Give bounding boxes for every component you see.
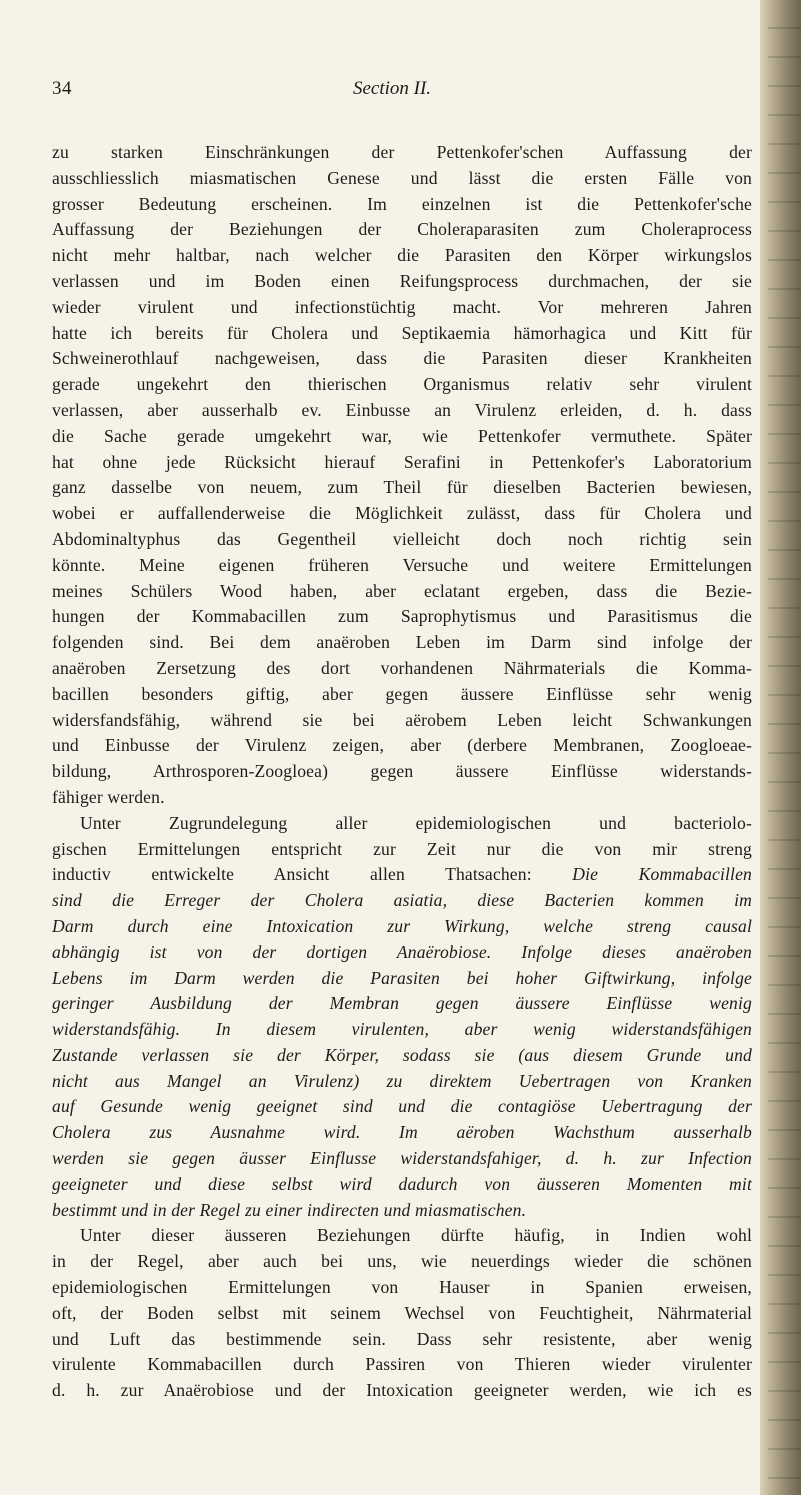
text-line: Auffassung der Beziehungen der Choleraparasiten zum Choleraprocess — [52, 219, 752, 240]
text-line: Unter dieser äusseren Beziehungen dürfte häufig, in Indien wohl — [80, 1225, 752, 1246]
text-line: bacillen besonders giftig, aber gegen äussere Einflüsse sehr wenig — [52, 683, 752, 704]
text-line: widersfandsfähig, während sie bei aërobem Leben leicht Schwankungen — [52, 709, 752, 730]
text-line: gischen Ermittelungen entspricht zur Zeit nur die von mir streng — [52, 838, 752, 859]
text-line: Unter Zugrundelegung aller epidemiologischen und bacteriolo- — [80, 812, 752, 833]
adjacent-page-edge — [768, 0, 801, 1495]
text-line: werden sie gegen äusser Einflusse widerstandsfahiger, d. h. zur Infection — [52, 1148, 752, 1169]
text-line: auf Gesunde wenig geeignet sind und die contagiöse Uebertragung der — [52, 1096, 752, 1117]
text-line: verlassen und im Boden einen Reifungsprocess durchmachen, der sie — [52, 270, 752, 291]
text-line: bestimmt und in der Regel zu einer indirecten und miasmatischen. — [52, 1199, 527, 1220]
text-line: könnte. Meine eigenen früheren Versuche und weitere Ermittelungen — [52, 554, 752, 575]
text-line: wobei er auffallenderweise die Möglichkeit zulässt, dass für Cholera und — [52, 503, 752, 524]
text-line: in der Regel, aber auch bei uns, wie neuerdings wieder die schönen — [52, 1251, 752, 1272]
text-line: gerade ungekehrt den thierischen Organismus relativ sehr virulent — [52, 374, 752, 395]
text-line: Abdominaltyphus das Gegentheil vielleicht doch noch richtig sein — [52, 528, 752, 549]
text-line: ausschliesslich miasmatischen Genese und lässt die ersten Fälle von — [52, 167, 752, 188]
text-line: zu starken Einschränkungen der Pettenkofer'schen Auffassung der — [52, 142, 752, 162]
text-line: hatte ich bereits für Cholera und Septikaemia hämorhagica und Kitt für — [52, 322, 752, 343]
text-line: fähiger werden. — [52, 786, 165, 807]
text-line: die Sache gerade umgekehrt war, wie Pettenkofer vermuthete. Später — [52, 425, 752, 446]
text-line: wieder virulent und infectionstüchtig macht. Vor mehreren Jahren — [52, 296, 752, 317]
text-segment: inductiv entwickelte Ansicht allen Thatsachen: — [52, 864, 532, 885]
text-line: Darm durch eine Intoxication zur Wirkung, welche streng causal — [52, 915, 752, 936]
text-line: epidemiologischen Ermittelungen von Hauser in Spanien erweisen, — [52, 1277, 752, 1298]
text-line: Schweinerothlauf nachgeweisen, dass die Parasiten dieser Krankheiten — [52, 348, 752, 369]
text-line: und Einbusse der Virulenz zeigen, aber (derbere Membranen, Zoogloeae- — [52, 735, 752, 756]
text-line-mixed — [52, 862, 752, 888]
text-line: hat ohne jede Rücksicht hierauf Serafini in Pettenkofer's Laboratorium — [52, 451, 752, 472]
text-line: anaëroben Zersetzung des dort vorhandenen Nährmaterials die Komma- — [52, 657, 752, 678]
text-line: nicht mehr haltbar, nach welcher die Parasiten den Körper wirkungslos — [52, 245, 752, 266]
text-line: sind die Erreger der Cholera asiatia, diese Bacterien kommen im — [52, 890, 752, 911]
text-line: folgenden sind. Bei dem anaëroben Leben im Darm sind infolge der — [52, 632, 752, 653]
text-line: ganz dasselbe von neuem, zum Theil für dieselben Bacterien bewiesen, — [52, 477, 752, 498]
text-line: widerstandsfähig. In diesem virulenten, aber wenig widerstandsfähigen — [52, 1019, 752, 1040]
text-line: verlassen, aber ausserhalb ev. Einbusse an Virulenz erleiden, d. h. dass — [52, 399, 752, 420]
text-line: grosser Bedeutung erscheinen. Im einzelnen ist die Pettenkofer'sche — [52, 193, 752, 214]
text-line: virulente Kommabacillen durch Passiren von Thieren wieder virulenter — [52, 1354, 752, 1375]
text-line: nicht aus Mangel an Virulenz) zu direktem Uebertragen von Kranken — [52, 1070, 752, 1091]
text-line: geeigneter und diese selbst wird dadurch von äusseren Momenten mit — [52, 1173, 752, 1194]
text-line: abhängig ist von der dortigen Anaërobiose. Infolge dieses anaëroben — [52, 941, 752, 962]
text-line: meines Schülers Wood haben, aber eclatant ergeben, dass die Bezie- — [52, 580, 752, 601]
text-line: geringer Ausbildung der Membran gegen äussere Einflüsse wenig — [52, 993, 752, 1014]
text-line: und Luft das bestimmende sein. Dass sehr resistente, aber wenig — [52, 1328, 752, 1349]
text-line: Lebens im Darm werden die Parasiten bei hoher Giftwirkung, infolge — [52, 967, 752, 988]
text-line: Cholera zus Ausnahme wird. Im aëroben Wachsthum ausserhalb — [52, 1122, 752, 1143]
text-line: d. h. zur Anaërobiose und der Intoxication geeigneter werden, wie ich es — [52, 1380, 752, 1401]
text-line: bildung, Arthrosporen-Zoogloea) gegen äussere Einflüsse widerstands- — [52, 761, 752, 782]
text-line: Zustande verlassen sie der Körper, sodass sie (aus diesem Grunde und — [52, 1044, 752, 1065]
text-line: hungen der Kommabacillen zum Saprophytismus und Parasitismus die — [52, 606, 752, 627]
body-text — [52, 140, 752, 1404]
italic-segment: Die Kommabacillen — [572, 864, 752, 885]
page-number: 34 — [52, 78, 72, 99]
section-title: Section II. — [352, 78, 432, 99]
running-head — [0, 78, 760, 108]
text-line: oft, der Boden selbst mit seinem Wechsel von Feuchtigheit, Nährmaterial — [52, 1302, 752, 1323]
